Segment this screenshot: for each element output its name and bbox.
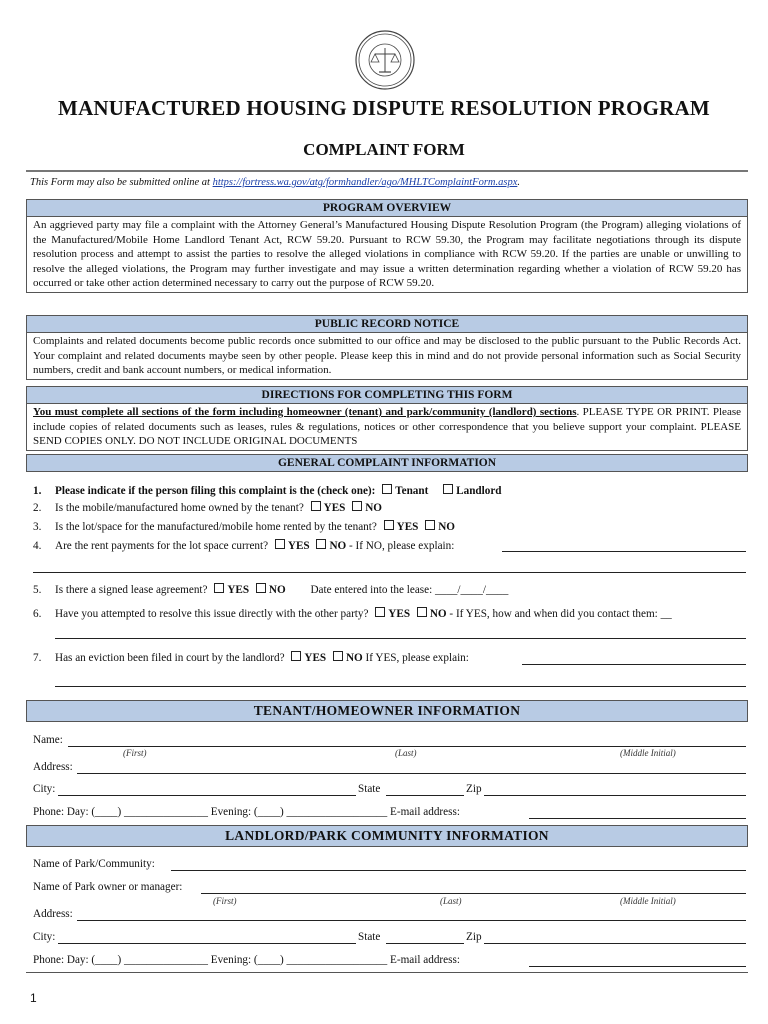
q6-no-checkbox[interactable] <box>417 607 427 617</box>
public-record-text: Complaints and related documents become public records once submitted to our office and may be disclosed to the public pursuant to the Public Records Act. Your complaint and related documents maybe seen by other people. Please keep this in mind and do not provide personal information such as Social Security numbers, credit and bank account numbers, or medical information. <box>33 335 741 377</box>
q3-no-checkbox[interactable] <box>425 520 435 530</box>
q7-explain-line-2[interactable] <box>55 686 746 687</box>
tenant-checkbox[interactable] <box>382 484 392 494</box>
program-overview-section <box>26 199 748 293</box>
page-title: MANUFACTURED HOUSING DISPUTE RESOLUTION PROGRAM <box>58 96 710 120</box>
landlord-email-field[interactable] <box>529 966 746 967</box>
owner-mi-caption: (Middle Initial) <box>620 896 676 906</box>
q2-yes-checkbox[interactable] <box>311 501 321 511</box>
q6-explain-line[interactable] <box>55 638 746 639</box>
program-overview-header: PROGRAM OVERVIEW <box>27 200 747 217</box>
tenant-section <box>26 700 748 722</box>
online-form-link[interactable]: https://fortress.wa.gov/atg/formhandler/ago/MHLTComplaintForm.aspx <box>212 177 518 188</box>
question-2: 2. Is the mobile/manufactured home owned by the tenant? YES NO <box>33 502 382 514</box>
directions-text: You must complete all sections of the form including homeowner (tenant) and park/community (landlord) sections. PLEASE TYPE OR PRINT. Please include copies of related documents such as leases, rules & regulations, notices or other correspondence that you believe support your complaint. PLEASE SEND COPIES ONLY. DO NOT INCLUDE ORIGINAL DOCUMENTS <box>33 406 741 448</box>
question-5: 5. Is there a signed lease agreement? YES NO Date entered into the lease: ____/____/____ <box>33 584 509 596</box>
q2-no-checkbox[interactable] <box>352 501 362 511</box>
landlord-header: LANDLORD/PARK COMMUNITY INFORMATION <box>27 826 747 846</box>
park-name-label: Name of Park/Community: <box>33 858 155 870</box>
landlord-city-field[interactable] <box>58 943 356 944</box>
tenant-name-label: Name: <box>33 734 63 746</box>
q7-explain-line[interactable] <box>522 664 746 665</box>
landlord-zip-label: Zip <box>466 931 482 943</box>
page-number: 1 <box>30 991 37 1005</box>
tenant-email-field[interactable] <box>529 818 746 819</box>
q6-yes-checkbox[interactable] <box>375 607 385 617</box>
question-7: 7. Has an eviction been filed in court by the landlord? YES NO If YES, please explain: <box>33 652 469 664</box>
directions-header: DIRECTIONS FOR COMPLETING THIS FORM <box>27 387 747 404</box>
program-overview-text: An aggrieved party may file a complaint with the Attorney General’s Manufactured Housing Dispute Resolution Program (the Program) alleging violations of the Manufactured/Mobile Home Landlord Tenant Act, RCW 59.20. Pursuant to RCW 59.30, the Program may facilitate negotiations through its dispute resolution process and attempt to assist the parties to resolve the alleged violations in compliance with RCW 59.20. If the parties are unable or unwilling to resolve the alleged violations, the Program may further investigate and may issue a written determination regarding whether a violation of RCW 59.20 has occurred or take other action determined necessary to carry out the purpose of RCW 59.20. <box>33 219 741 290</box>
park-owner-label: Name of Park owner or manager: <box>33 881 183 893</box>
landlord-state-field[interactable] <box>386 943 464 944</box>
landlord-address-label: Address: <box>33 908 73 920</box>
q7-no-checkbox[interactable] <box>333 651 343 661</box>
q5-yes-checkbox[interactable] <box>214 583 224 593</box>
landlord-phone-label: Phone: Day: (____) _______________ Evening: (____) __________________ E-mail address: <box>33 954 460 966</box>
q3-yes-checkbox[interactable] <box>384 520 394 530</box>
lease-date-field[interactable]: Date entered into the lease: ____/____/____ <box>310 584 509 596</box>
q4-yes-checkbox[interactable] <box>275 539 285 549</box>
online-notice: This Form may also be submitted online at https://fortress.wa.gov/atg/formhandler/ago/MHLTComplaintForm.aspx. <box>30 177 520 188</box>
q7-yes-checkbox[interactable] <box>291 651 301 661</box>
landlord-address-field[interactable] <box>77 920 746 921</box>
tenant-zip-label: Zip <box>466 783 482 795</box>
tenant-name-field[interactable] <box>68 746 746 747</box>
landlord-section <box>26 825 748 847</box>
tenant-header: TENANT/HOMEOWNER INFORMATION <box>27 701 747 721</box>
q5-no-checkbox[interactable] <box>256 583 266 593</box>
tenant-address-label: Address: <box>33 761 73 773</box>
tenant-state-label: State <box>358 783 381 795</box>
question-3: 3. Is the lot/space for the manufactured/mobile home rented by the tenant? YES NO <box>33 521 455 533</box>
landlord-checkbox[interactable] <box>443 484 453 494</box>
tenant-city-field[interactable] <box>58 795 356 796</box>
general-info-section <box>26 454 748 472</box>
page-subtitle: COMPLAINT FORM <box>303 140 465 159</box>
tenant-state-field[interactable] <box>386 795 464 796</box>
landlord-city-label: City: <box>33 931 56 943</box>
form-bottom-border <box>26 972 748 973</box>
question-4: 4. Are the rent payments for the lot space current? YES NO - If NO, please explain: <box>33 540 455 552</box>
tenant-address-field[interactable] <box>77 773 746 774</box>
directions-section <box>26 386 748 451</box>
general-info-header: GENERAL COMPLAINT INFORMATION <box>27 455 747 472</box>
question-6: 6. Have you attempted to resolve this issue directly with the other party? YES NO - If YES, how and when did you contact them: __ <box>33 608 672 620</box>
tenant-last-caption: (Last) <box>395 748 417 758</box>
owner-first-caption: (First) <box>213 896 237 906</box>
park-owner-field[interactable] <box>201 893 746 894</box>
attorney-general-seal <box>355 30 415 90</box>
tenant-phone-label: Phone: Day: (____) _______________ Evening: (____) __________________ E-mail address: <box>33 806 460 818</box>
public-record-section <box>26 315 748 380</box>
public-record-header: PUBLIC RECORD NOTICE <box>27 316 747 333</box>
landlord-zip-field[interactable] <box>484 943 746 944</box>
tenant-city-label: City: <box>33 783 56 795</box>
owner-last-caption: (Last) <box>440 896 462 906</box>
q4-explain-line[interactable] <box>502 551 746 552</box>
q4-explain-line-2[interactable] <box>33 572 746 573</box>
question-1: 1. Please indicate if the person filing this complaint is the (check one): Tenant Landlord <box>33 485 502 497</box>
tenant-zip-field[interactable] <box>484 795 746 796</box>
park-name-field[interactable] <box>171 870 746 871</box>
landlord-state-label: State <box>358 931 381 943</box>
q4-no-checkbox[interactable] <box>316 539 326 549</box>
tenant-mi-caption: (Middle Initial) <box>620 748 676 758</box>
title-divider <box>26 170 748 172</box>
tenant-first-caption: (First) <box>123 748 147 758</box>
